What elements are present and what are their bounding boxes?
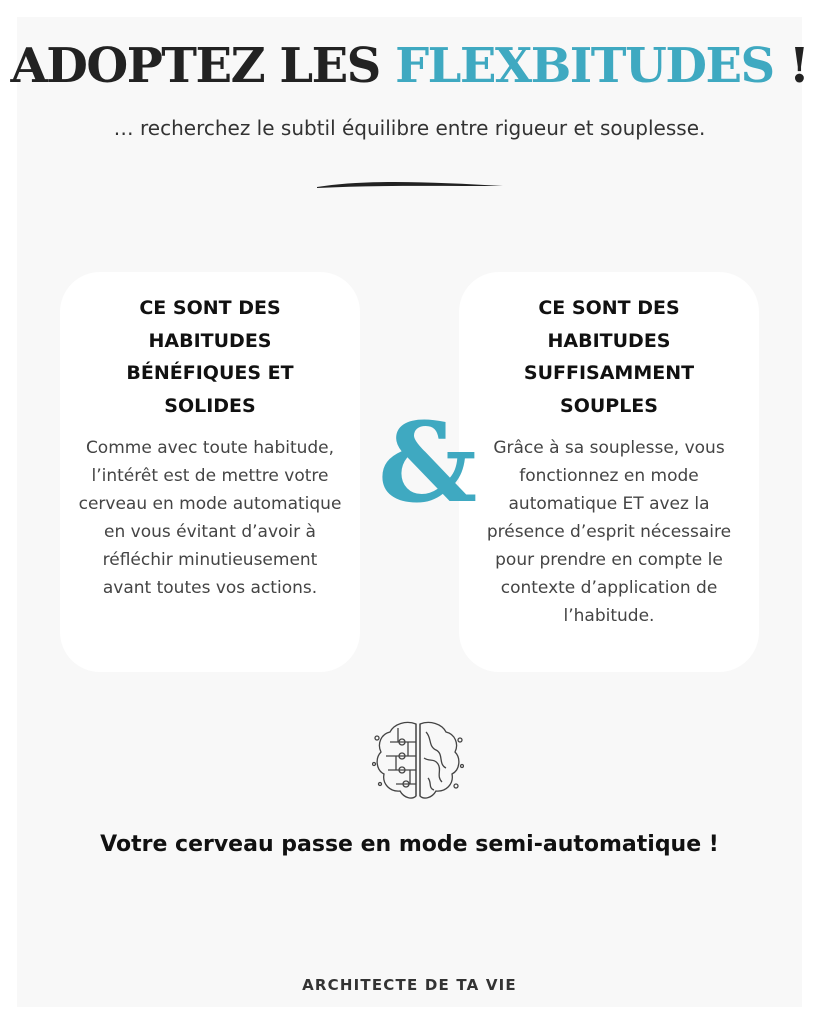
brain-puzzle-icon	[372, 718, 464, 804]
swoosh-divider	[315, 178, 505, 194]
card-body: Grâce à sa souplesse, vous fonctionnez en mode automatique ET avez la présence d’esprit nécessaire pour prendre en compte le contexte d’application de l’habitude.	[486, 438, 732, 626]
brand-footer: ARCHITECTE DE TA VIE	[302, 976, 517, 994]
card-body: Comme avec toute habitude, l’intérêt est de mettre votre cerveau en mode automatique en vous évitant d’avoir à réfléchir minutieusement avant toutes vos actions.	[78, 438, 342, 598]
page-title	[0, 38, 819, 94]
card-title: CE SONT DES HABITUDES SUFFISAMMENT SOUPLES	[523, 297, 695, 417]
card-flexible-habits	[459, 272, 759, 672]
tagline: Votre cerveau passe en mode semi-automatique !	[100, 832, 719, 857]
title-main: ADOPTEZ LES	[10, 38, 396, 94]
card-title: CE SONT DES HABITUDES BÉNÉFIQUES ET SOLIDES	[126, 297, 294, 417]
subtitle: … recherchez le subtil équilibre entre rigueur et souplesse.	[113, 116, 706, 140]
title-accent: FLEXBITUDES	[395, 38, 774, 94]
ampersand: &	[378, 398, 478, 527]
title-end: !	[773, 38, 809, 94]
card-solid-habits	[60, 272, 360, 672]
